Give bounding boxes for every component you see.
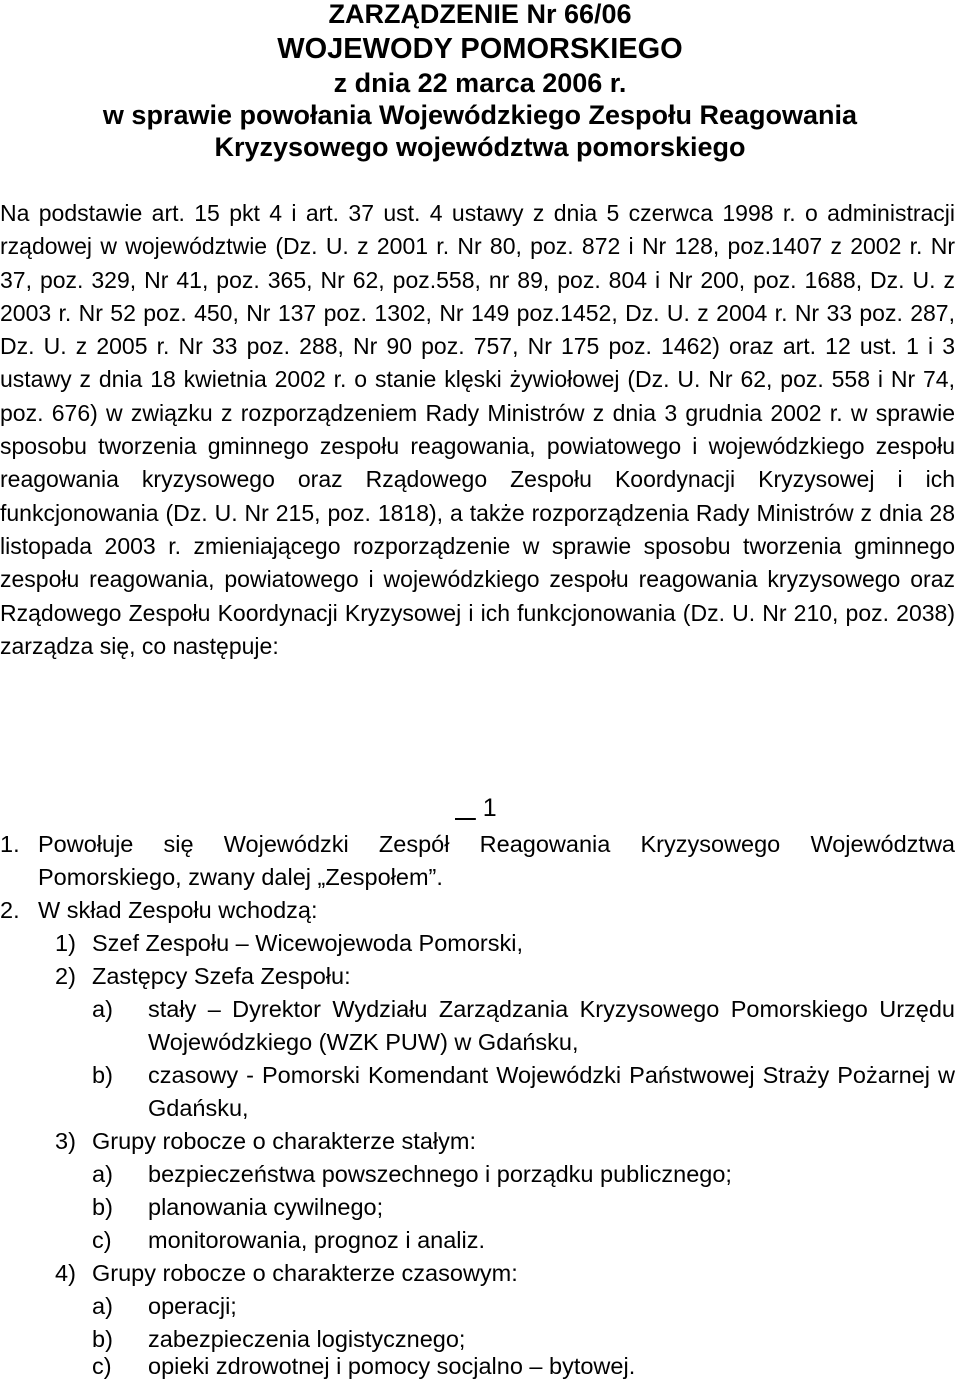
subitem-2b-letter: b) <box>92 1062 113 1088</box>
subitem-3c-letter: c) <box>92 1227 112 1253</box>
subitem-4c-letter: c) <box>92 1353 112 1379</box>
subitem-3a-text: bezpieczeństwa powszechnego i porządku publicznego; <box>148 1161 732 1187</box>
issuer-title: WOJEWODY POMORSKIEGO <box>277 33 683 65</box>
item-1-number: 1. <box>0 831 20 857</box>
order-date: z dnia 22 marca 2006 r. <box>333 68 627 98</box>
subitem-3c-text: monitorowania, prognoz i analiz. <box>148 1227 486 1253</box>
subitem-4b-letter: b) <box>92 1326 113 1352</box>
subitem-4b-text: zabezpieczenia logistycznego; <box>148 1326 466 1352</box>
subitem-4-number: 4) <box>55 1260 76 1286</box>
section-paragraph-mark <box>455 792 497 825</box>
item-1-text: Powołuje się Wojewódzki Zespół Reagowania Kryzysowego Województwa Pomorskiego, zwany dalej „Zespołem”. <box>38 831 955 890</box>
subitem-2-text: Zastępcy Szefa Zespołu: <box>92 963 351 989</box>
subject-line-2: Kryzysowego województwa pomorskiego <box>214 132 746 162</box>
section-number: 1 <box>482 794 497 822</box>
subitem-1-number: 1) <box>55 930 76 956</box>
order-number-title: ZARZĄDZENIE Nr 66/06 <box>328 0 632 29</box>
subitem-4-text: Grupy robocze o charakterze czasowym: <box>92 1260 518 1286</box>
subitem-2b-text: czasowy - Pomorski Komendant Wojewódzki Państwowej Straży Pożarnej w Gdańsku, <box>148 1062 955 1121</box>
subitem-4a-letter: a) <box>92 1293 113 1319</box>
subitem-4c-text: opieki zdrowotnej i pomocy socjalno – bytowej. <box>148 1353 636 1379</box>
subitem-3a-letter: a) <box>92 1161 113 1187</box>
subject-line-1: w sprawie powołania Wojewódzkiego Zespołu Reagowania <box>102 100 858 130</box>
legal-basis-paragraph: Na podstawie art. 15 pkt 4 i art. 37 ust. 4 ustawy z dnia 5 czerwca 1998 r. o administracji rządowej w województwie (Dz. U. z 2001 r. Nr 80, poz. 872 i Nr 128, poz.1407 z 2002 r. Nr 37, poz. 329, Nr 41, poz. 365, Nr 62, poz.558, nr 89, poz. 804 i Nr 200, poz. 1688, Dz. U. z 2003 r. Nr 52 poz. 450, Nr 137 poz. 1302, Nr 149 poz.1452, Dz. U. z 2004 r. Nr 33 poz. 287, Dz. U. z 2005 r. Nr 33 poz. 288, Nr 90 poz. 757, Nr 175 poz. 1462) oraz art. 12 ust. 1 i 3 ustawy z dnia 18 kwietnia 2002 r. o stanie klęski żywiołowej (Dz. U. Nr 62, poz. 558 i Nr 74, poz. 676) w związku z rozporządzeniem Rady Ministrów z dnia 3 grudnia 2002 r. w sprawie sposobu tworzenia gminnego zespołu reagowania, powiatowego i wojewódzkiego zespołu reagowania kryzysowego oraz Rządowego Zespołu Koordynacji Kryzysowej i ich funkcjonowania (Dz. U. Nr 215, poz. 1818), a także rozporządzenia Rady Ministrów z dnia 28 listopada 2003 r. zmieniającego rozporządzenie w sprawie sposobu tworzenia gminnego zespołu reagowania, powiatowego i wojewódzkiego zespołu reagowania kryzysowego oraz Rządowego Zespołu Koordynacji Kryzysowej i ich funkcjonowania (Dz. U. Nr 210, poz. 2038) zarządza się, co następuje: <box>0 200 955 659</box>
subitem-3-text: Grupy robocze o charakterze stałym: <box>92 1128 476 1154</box>
subitem-2a-letter: a) <box>92 996 113 1022</box>
item-2-number: 2. <box>0 897 20 923</box>
subitem-3-number: 3) <box>55 1128 76 1154</box>
section-sign-underlined <box>455 794 476 822</box>
subitem-4a-text: operacji; <box>148 1293 237 1319</box>
subitem-2-number: 2) <box>55 963 76 989</box>
subitem-3b-letter: b) <box>92 1194 113 1220</box>
subitem-2a-text: stały – Dyrektor Wydziału Zarządzania Kryzysowego Pomorskiego Urzędu Wojewódzkiego (WZK PUW) w Gdańsku, <box>148 996 955 1055</box>
item-2-text: W skład Zespołu wchodzą: <box>38 897 318 923</box>
subitem-1-text: Szef Zespołu – Wicewojewoda Pomorski, <box>92 930 524 956</box>
subitem-3b-text: planowania cywilnego; <box>148 1194 384 1220</box>
